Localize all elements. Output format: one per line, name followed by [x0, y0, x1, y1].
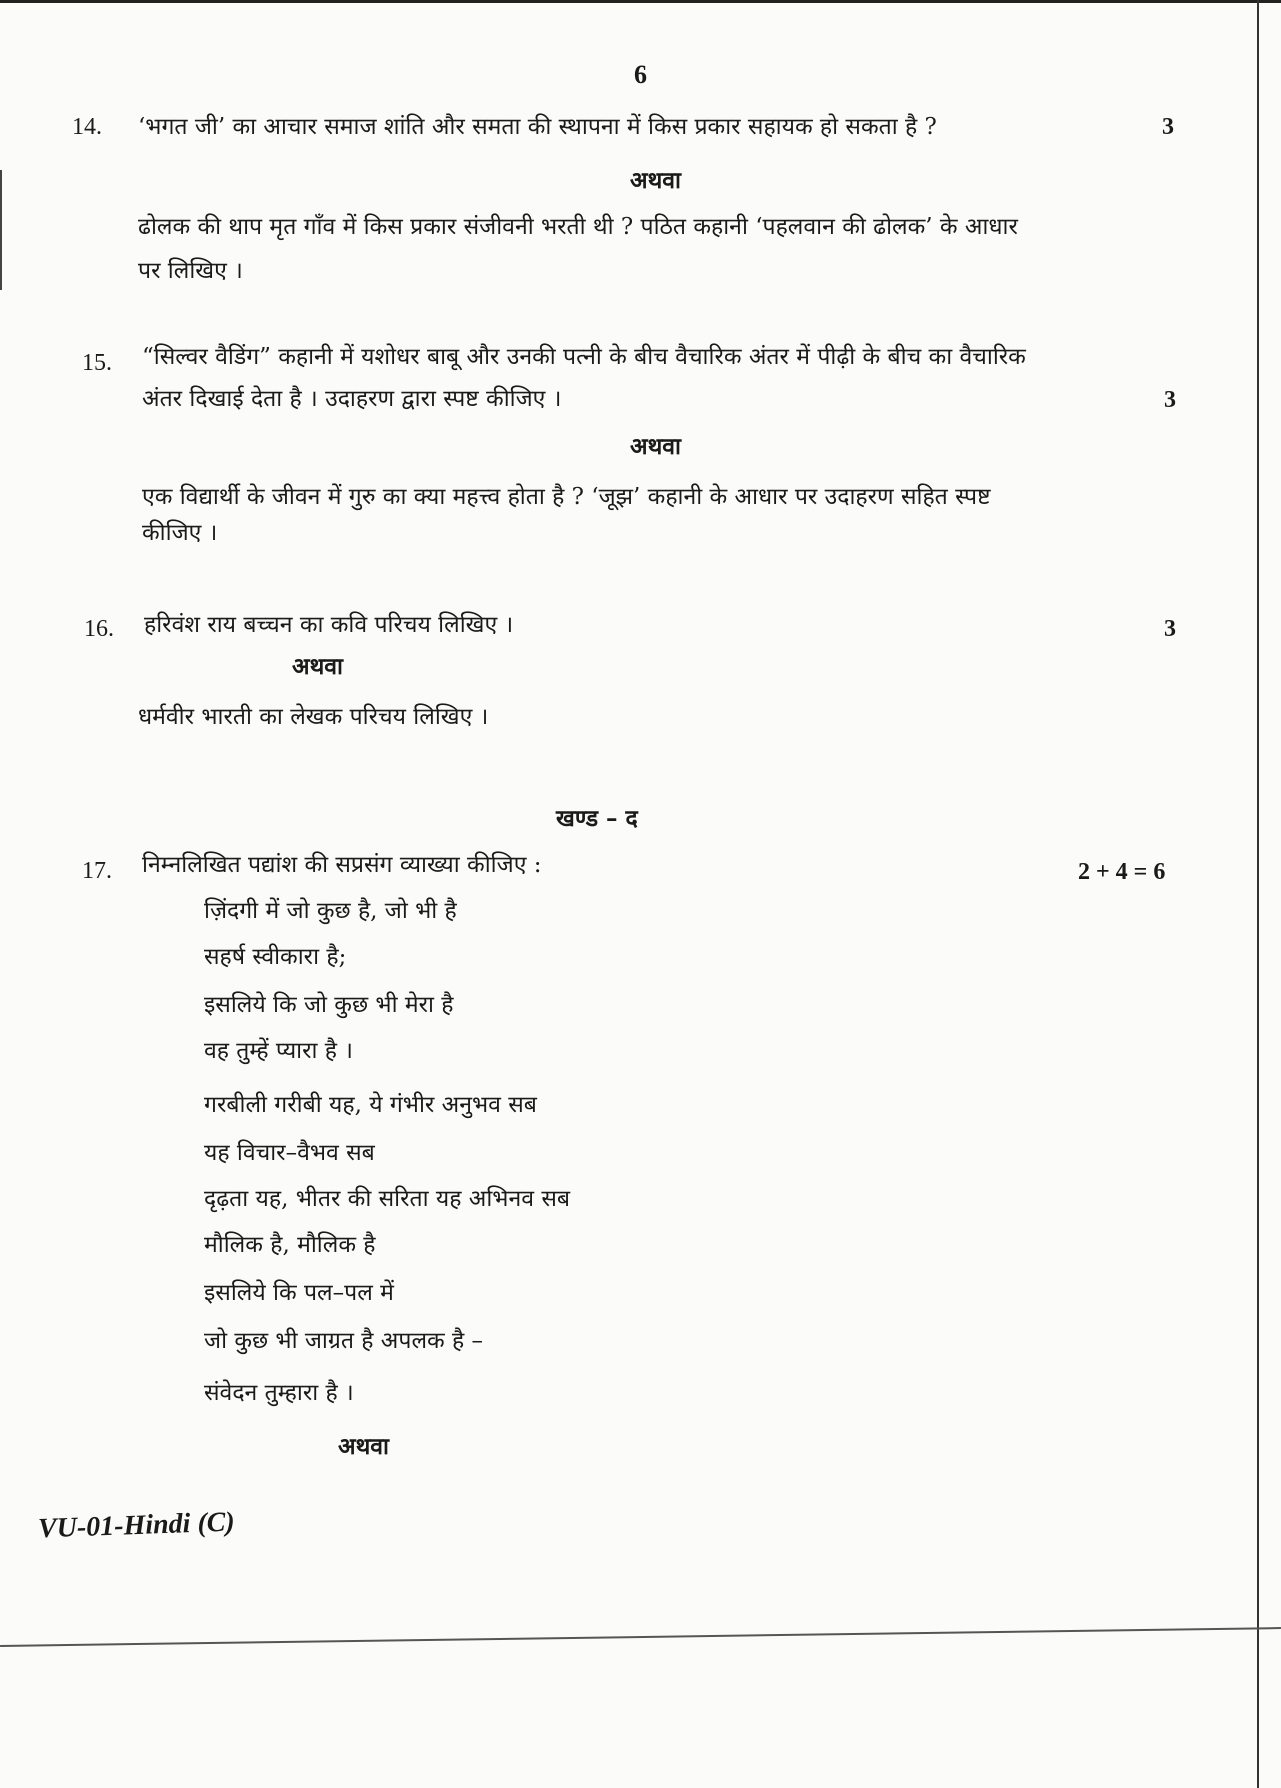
poem-line: दृढ़ता यह, भीतर की सरिता यह अभिनव सब	[204, 1186, 570, 1212]
q17-marks: 2 + 4 = 6	[1078, 859, 1166, 885]
poem-line: इसलिये कि जो कुछ भी मेरा है	[204, 992, 454, 1018]
poem-line: गरबीली गरीबी यह, ये गंभीर अनुभव सब	[204, 1092, 537, 1118]
q14-alt-line1: ढोलक की थाप मृत गाँव में किस प्रकार संजीवनी भरती थी ? पठित कहानी ‘पहलवान की ढोलक’ के आधार	[138, 214, 1018, 240]
paper-code: VU-01-Hindi (C)	[37, 1506, 236, 1545]
q16-alt: धर्मवीर भारती का लेखक परिचय लिखिए ।	[138, 704, 489, 730]
q15-line1: “सिल्वर वैडिंग” कहानी में यशोधर बाबू और उनकी पत्नी के बीच वैचारिक अंतर में पीढ़ी के बीच का वैचारिक	[142, 344, 1026, 370]
q14-alt-line2: पर लिखिए ।	[138, 258, 243, 284]
q15-alt-line2: कीजिए ।	[142, 520, 218, 546]
scan-edge-left	[0, 170, 2, 290]
poem-line: ज़िंदगी में जो कुछ है, जो भी है	[204, 898, 457, 924]
q16-or: अथवा	[292, 653, 344, 680]
q15-line2: अंतर दिखाई देता है । उदाहरण द्वारा स्पष्ट कीजिए ।	[142, 386, 562, 412]
poem-line: संवेदन तुम्हारा है ।	[204, 1380, 354, 1406]
q16-text: हरिवंश राय बच्चन का कवि परिचय लिखिए ।	[144, 612, 514, 638]
poem-line: यह विचार–वैभव सब	[204, 1140, 375, 1166]
q15-number: 15.	[82, 350, 112, 376]
q17-text: निम्नलिखित पद्यांश की सप्रसंग व्याख्या कीजिए :	[142, 852, 542, 878]
q15-alt-line1: एक विद्यार्थी के जीवन में गुरु का क्या महत्त्व होता है ? ‘जूझ’ कहानी के आधार पर उदाहरण सहित स्पष्ट	[142, 484, 991, 510]
scan-edge-bottom	[0, 1627, 1281, 1647]
poem-line: जो कुछ भी जाग्रत है अपलक है –	[204, 1328, 484, 1354]
page-number: 6	[634, 60, 647, 89]
section-heading: खण्ड – द	[556, 805, 638, 832]
q16-marks: 3	[1164, 616, 1176, 642]
poem-line: मौलिक है, मौलिक है	[204, 1232, 376, 1258]
q17-number: 17.	[82, 858, 112, 884]
q15-or: अथवा	[630, 433, 682, 460]
q14-or: अथवा	[630, 167, 682, 194]
poem-line: इसलिये कि पल–पल में	[204, 1280, 394, 1306]
scan-edge-right	[1257, 0, 1259, 1788]
scan-edge-top	[0, 0, 1281, 3]
q15-marks: 3	[1164, 387, 1176, 413]
q14-marks: 3	[1162, 114, 1174, 140]
poem-line: सहर्ष स्वीकारा है;	[204, 944, 347, 970]
q16-number: 16.	[84, 616, 114, 642]
q17-or: अथवा	[338, 1433, 390, 1460]
q14-text: ‘भगत जी’ का आचार समाज शांति और समता की स्थापना में किस प्रकार सहायक हो सकता है ?	[138, 114, 937, 140]
q14-number: 14.	[72, 114, 102, 140]
poem-line: वह तुम्हें प्यारा है ।	[204, 1038, 354, 1064]
